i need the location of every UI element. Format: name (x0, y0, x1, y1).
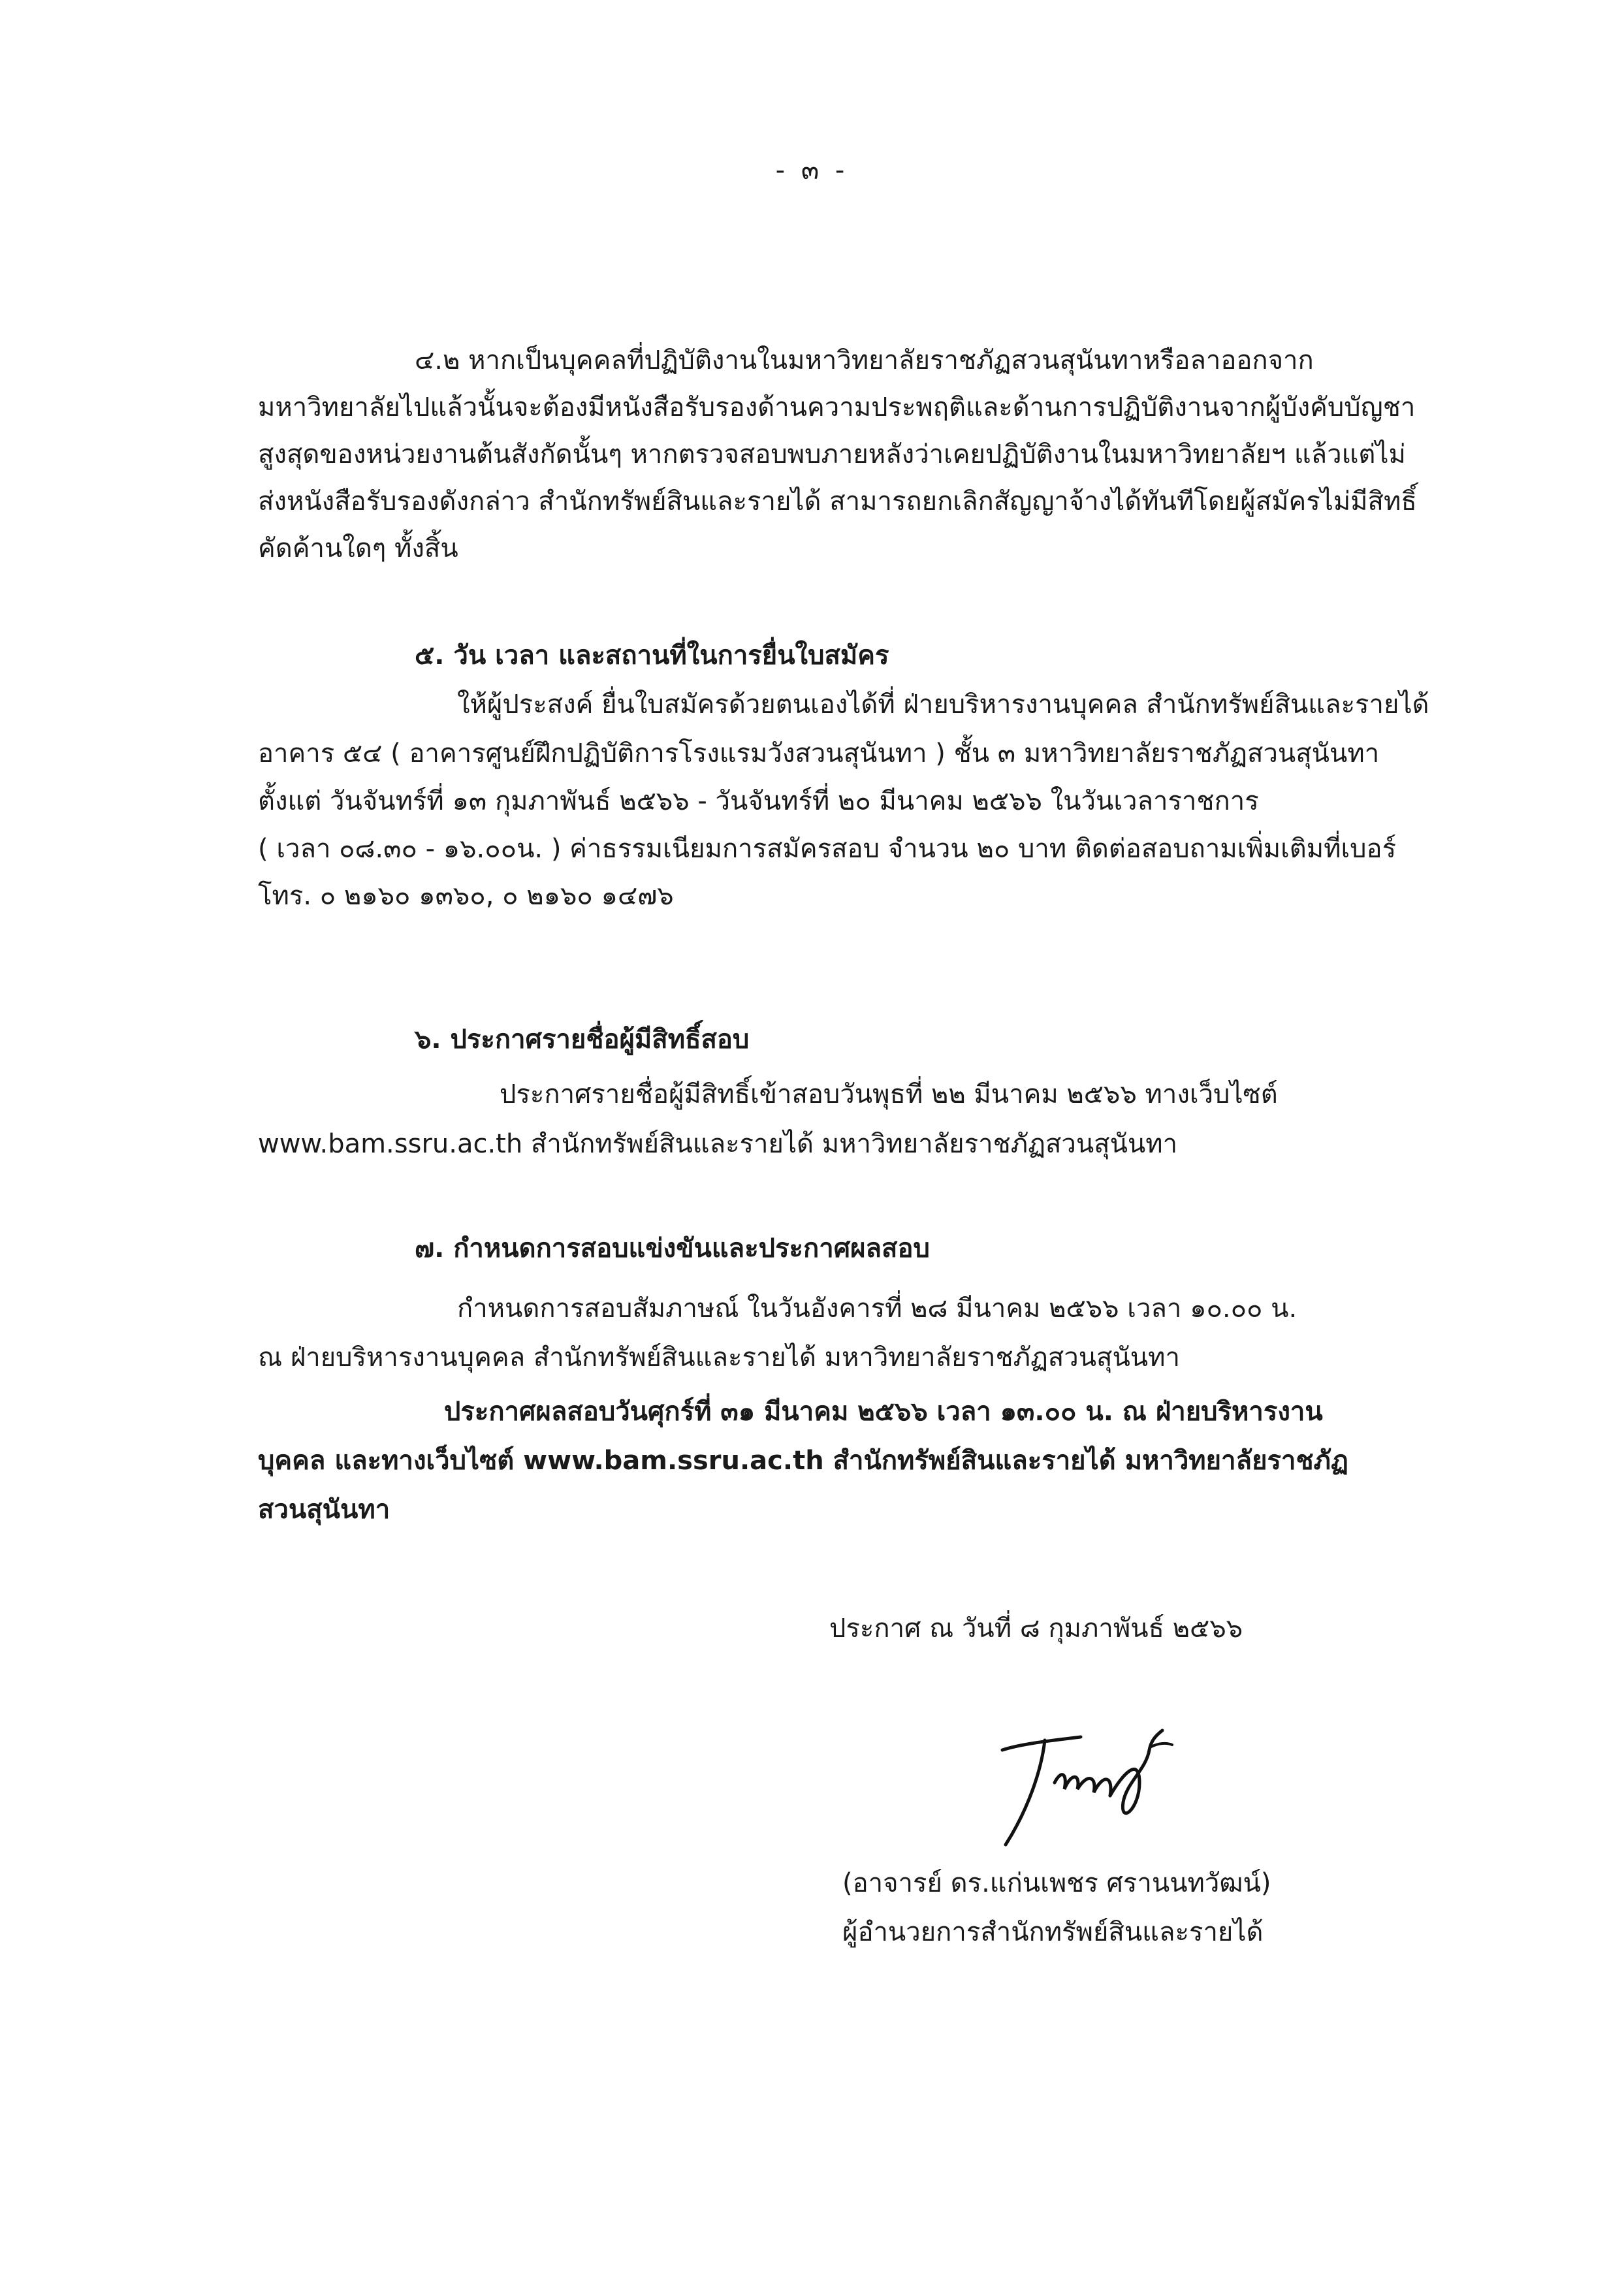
result-announcement-line: สวนสุนันทา (258, 1495, 390, 1525)
paragraph-line: มหาวิทยาลัยไปแล้วนั้นจะต้องมีหนังสือรับรองด้านความประพฤติและด้านการปฏิบัติงานจากผู้บังคับบัญชา (258, 392, 1416, 422)
paragraph-line: ให้ผู้ประสงค์ ยื่นใบสมัครด้วยตนเองได้ที่ ฝ่ายบริหารงานบุคคล สำนักทรัพย์สินและรายได้ (457, 690, 1429, 720)
signer-title: ผู้อำนวยการสำนักทรัพย์สินและรายได้ (842, 1917, 1264, 1947)
paragraph-line: สูงสุดของหน่วยงานต้นสังกัดนั้นๆ หากตรวจสอบพบภายหลังว่าเคยปฏิบัติงานในมหาวิทยาลัยฯ แล้วแต่ไม่ (258, 439, 1406, 470)
paragraph-line: คัดค้านใดๆ ทั้งสิ้น (258, 533, 458, 564)
signature-image (983, 1711, 1198, 1854)
paragraph-line: ประกาศรายชื่อผู้มีสิทธิ์เข้าสอบวันพุธที่ ๒๒ มีนาคม ๒๕๖๖ ทางเว็บไซต์ (500, 1079, 1278, 1109)
paragraph-line: โทร. ๐ ๒๑๖๐ ๑๓๖๐, ๐ ๒๑๖๐ ๑๔๗๖ (258, 881, 674, 911)
paragraph-line: กำหนดการสอบสัมภาษณ์ ในวันอังคารที่ ๒๘ มีนาคม ๒๕๖๖ เวลา ๑๐.๐๐ น. (457, 1294, 1298, 1324)
page-number: - ๓ - (775, 155, 849, 185)
announcement-date: ประกาศ ณ วันที่ ๘ กุมภาพันธ์ ๒๕๖๖ (829, 1614, 1243, 1644)
paragraph-line: อาคาร ๕๔ ( อาคารศูนย์ฝึกปฏิบัติการโรงแรมวังสวนสุนันทา ) ชั้น ๓ มหาวิทยาลัยราชภัฏสวนสุนันทา (258, 739, 1380, 769)
section-heading: ๕. วัน เวลา และสถานที่ในการยื่นใบสมัคร (415, 641, 889, 671)
result-announcement-line: ประกาศผลสอบวันศุกร์ที่ ๓๑ มีนาคม ๒๕๖๖ เวลา ๑๓.๐๐ น. ณ ฝ่ายบริหารงาน (444, 1397, 1323, 1427)
paragraph-line: www.bam.ssru.ac.th สำนักทรัพย์สินและรายได้ มหาวิทยาลัยราชภัฏสวนสุนันทา (258, 1129, 1178, 1159)
paragraph-line: ตั้งแต่ วันจันทร์ที่ ๑๓ กุมภาพันธ์ ๒๕๖๖ - วันจันทร์ที่ ๒๐ มีนาคม ๒๕๖๖ ในวันเวลาราชการ (258, 786, 1259, 816)
paragraph-line: ณ ฝ่ายบริหารงานบุคคล สำนักทรัพย์สินและรายได้ มหาวิทยาลัยราชภัฏสวนสุนันทา (258, 1343, 1180, 1373)
result-announcement-line: บุคคล และทางเว็บไซต์ www.bam.ssru.ac.th สำนักทรัพย์สินและรายได้ มหาวิทยาลัยราชภัฏ (258, 1446, 1348, 1476)
section-heading: ๖. ประกาศรายชื่อผู้มีสิทธิ์สอบ (415, 1025, 750, 1055)
paragraph-line: ๔.๒ หากเป็นบุคคลที่ปฏิบัติงานในมหาวิทยาลัยราชภัฏสวนสุนันทาหรือลาออกจาก (415, 345, 1314, 375)
section-heading: ๗. กำหนดการสอบแข่งขันและประกาศผลสอบ (415, 1234, 930, 1264)
signer-name: (อาจารย์ ดร.แก่นเพชร ศรานนทวัฒน์) (842, 1868, 1271, 1898)
paragraph-line: ( เวลา ๐๘.๓๐ - ๑๖.๐๐น. ) ค่าธรรมเนียมการสมัครสอบ จำนวน ๒๐ บาท ติดต่อสอบถามเพิ่มเติมที่เบอร์ (258, 834, 1397, 864)
paragraph-line: ส่งหนังสือรับรองดังกล่าว สำนักทรัพย์สินและรายได้ สามารถยกเลิกสัญญาจ้างได้ทันทีโดยผู้สมัครไม่มีสิทธิ์ (258, 486, 1417, 517)
